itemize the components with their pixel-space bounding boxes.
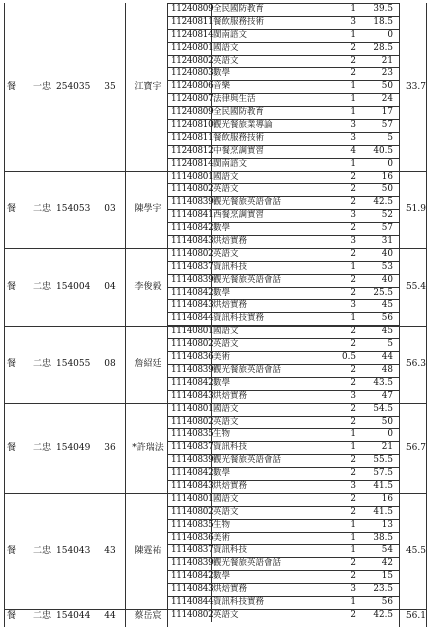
course-code: 11240806 — [171, 81, 214, 92]
course-row — [167, 312, 399, 325]
course-score: 42.5 — [373, 197, 393, 208]
course-row — [167, 416, 399, 429]
course-score: 16 — [381, 171, 393, 182]
course-subject: 閩南語文 — [213, 29, 248, 40]
course-subject: 美術 — [213, 352, 231, 363]
course-credit: 2 — [350, 248, 356, 259]
seat-number: 03 — [104, 204, 116, 215]
course-code: 11140802 — [171, 609, 214, 620]
course-row — [167, 158, 399, 171]
course-rows — [167, 3, 399, 622]
seat-number: 08 — [104, 359, 116, 370]
course-credit: 2 — [350, 455, 356, 466]
course-score: 57 — [381, 120, 393, 131]
course-score: 50 — [381, 416, 393, 427]
course-credit: 3 — [350, 16, 356, 27]
course-credit: 4 — [350, 145, 356, 156]
average-score: 56.3 — [405, 359, 426, 370]
course-credit: 3 — [350, 390, 356, 401]
average-score: 45.5 — [405, 546, 426, 557]
average-score: 56.7 — [405, 443, 426, 454]
course-credit: 1 — [350, 313, 356, 324]
course-credit: 1 — [350, 261, 356, 272]
course-subject: 全民國防教育 — [213, 4, 265, 14]
department-label: 餐 — [7, 610, 17, 621]
course-subject: 觀光餐旅英語會話 — [213, 364, 282, 375]
seat-number: 36 — [104, 443, 116, 454]
course-score: 52 — [381, 210, 393, 221]
course-score: 53 — [381, 261, 393, 272]
course-credit: 2 — [350, 558, 356, 569]
course-subject: 資訊科技實務 — [213, 596, 265, 607]
course-code: 11140837 — [171, 442, 214, 453]
course-code: 11240809 — [171, 4, 214, 14]
course-credit: 1 — [350, 545, 356, 556]
course-code: 11240814 — [171, 29, 214, 40]
course-code: 11140801 — [171, 403, 214, 414]
course-credit: 0.5 — [342, 352, 356, 363]
course-subject: 全民國防教育 — [213, 107, 265, 118]
course-credit: 3 — [350, 210, 356, 221]
course-credit: 3 — [350, 300, 356, 311]
course-row — [167, 299, 399, 312]
group-separator — [4, 171, 427, 172]
course-row — [167, 16, 399, 29]
course-score: 16 — [381, 493, 393, 504]
course-row — [167, 119, 399, 132]
course-row — [167, 29, 399, 42]
student-id: 254035 — [56, 81, 91, 92]
student-name: 江寶宇 — [134, 81, 162, 92]
department-label: 餐 — [7, 281, 17, 292]
course-credit: 2 — [350, 55, 356, 66]
group-separator — [4, 403, 427, 404]
group-separator — [4, 326, 427, 327]
course-score: 0 — [387, 29, 393, 40]
course-row — [167, 106, 399, 119]
course-credit: 2 — [350, 287, 356, 298]
student-id: 154004 — [56, 281, 91, 292]
student-id: 154055 — [56, 359, 91, 370]
course-credit: 1 — [350, 81, 356, 92]
course-credit: 2 — [350, 274, 356, 285]
course-score: 41.5 — [373, 506, 393, 517]
course-subject: 英語文 — [213, 184, 239, 195]
course-credit: 2 — [350, 223, 356, 234]
course-score: 45 — [381, 300, 393, 311]
course-row — [167, 3, 399, 16]
class-label: 二忠 — [33, 546, 52, 557]
course-credit: 1 — [350, 442, 356, 453]
course-row — [167, 480, 399, 493]
course-score: 42.5 — [373, 609, 393, 620]
department-label: 餐 — [7, 81, 17, 92]
course-credit: 2 — [350, 416, 356, 427]
course-score: 56 — [381, 596, 393, 607]
course-credit: 2 — [350, 493, 356, 504]
course-credit: 1 — [350, 519, 356, 530]
student-record — [4, 545, 427, 557]
course-code: 11240812 — [171, 145, 214, 156]
course-subject: 烘焙實務 — [213, 300, 248, 311]
course-code: 11140839 — [171, 455, 214, 466]
course-code: 11240810 — [171, 120, 214, 131]
student-name: 陳學宇 — [134, 204, 162, 215]
course-score: 54.5 — [373, 403, 393, 414]
course-score: 40 — [381, 248, 393, 259]
course-credit: 3 — [350, 584, 356, 595]
course-subject: 餐飲服務技術 — [213, 16, 265, 27]
course-score: 40.5 — [373, 145, 393, 156]
department-label: 餐 — [7, 204, 17, 215]
course-score: 39.5 — [373, 4, 393, 14]
department-label: 餐 — [7, 546, 17, 557]
course-subject: 觀光餐旅英語會話 — [213, 455, 282, 466]
course-subject: 國語文 — [213, 493, 239, 504]
course-code: 11140835 — [171, 519, 214, 530]
course-score: 50 — [381, 81, 393, 92]
course-subject: 數學 — [213, 287, 231, 298]
course-code: 11240803 — [171, 68, 214, 79]
course-row — [167, 235, 399, 248]
course-code: 11140844 — [171, 313, 214, 324]
course-code: 11140844 — [171, 596, 214, 607]
course-row — [167, 55, 399, 68]
course-credit: 2 — [350, 506, 356, 517]
course-subject: 英語文 — [213, 416, 239, 427]
course-code: 11140842 — [171, 223, 214, 234]
course-code: 11140802 — [171, 339, 214, 350]
course-score: 5 — [387, 339, 393, 350]
course-subject: 資訊科技 — [213, 545, 248, 556]
course-code: 11240807 — [171, 94, 214, 105]
course-row — [167, 519, 399, 532]
course-score: 15 — [381, 571, 393, 582]
student-id: 154053 — [56, 204, 91, 215]
course-code: 11140839 — [171, 197, 214, 208]
table-border-right — [426, 3, 427, 627]
course-score: 41.5 — [373, 480, 393, 491]
course-subject: 烘焙實務 — [213, 480, 248, 491]
student-record — [4, 281, 427, 293]
student-record — [4, 442, 427, 454]
course-score: 23 — [381, 68, 393, 79]
course-score: 0 — [387, 429, 393, 440]
course-score: 23.5 — [373, 584, 393, 595]
course-score: 57 — [381, 223, 393, 234]
course-code: 11140843 — [171, 390, 214, 401]
course-code: 11240809 — [171, 107, 214, 118]
course-score: 55.5 — [373, 455, 393, 466]
group-separator — [4, 609, 427, 610]
course-credit: 2 — [350, 184, 356, 195]
course-score: 54 — [381, 545, 393, 556]
course-score: 44 — [381, 352, 393, 363]
group-separator — [4, 493, 427, 494]
course-subject: 中餐烹調實習 — [213, 145, 265, 156]
course-score: 47 — [381, 390, 393, 401]
course-code: 11140842 — [171, 468, 214, 479]
student-id: 154049 — [56, 443, 91, 454]
course-credit: 1 — [350, 94, 356, 105]
course-subject: 觀光餐旅業導論 — [213, 120, 273, 131]
course-credit: 1 — [350, 107, 356, 118]
student-record — [4, 81, 427, 93]
course-subject: 國語文 — [213, 403, 239, 414]
course-code: 11140836 — [171, 352, 214, 363]
class-label: 一忠 — [33, 81, 52, 92]
course-score: 50 — [381, 184, 393, 195]
course-credit: 2 — [350, 364, 356, 375]
course-subject: 資訊科技實務 — [213, 313, 265, 324]
table-border-left — [4, 3, 5, 627]
course-subject: 數學 — [213, 571, 231, 582]
class-label: 二忠 — [33, 281, 52, 292]
course-code: 11140841 — [171, 210, 214, 221]
course-score: 43.5 — [373, 377, 393, 388]
course-score: 18.5 — [373, 16, 393, 27]
course-subject: 觀光餐旅英語會話 — [213, 558, 282, 569]
course-credit: 1 — [350, 29, 356, 40]
student-name: 陳霆祐 — [134, 546, 162, 557]
course-credit: 2 — [350, 197, 356, 208]
student-name: 詹紹廷 — [134, 359, 162, 370]
course-score: 48 — [381, 364, 393, 375]
course-credit: 3 — [350, 120, 356, 131]
course-credit: 2 — [350, 171, 356, 182]
course-code: 11140836 — [171, 532, 214, 543]
course-credit: 1 — [350, 596, 356, 607]
course-code: 11140801 — [171, 326, 214, 337]
course-row — [167, 93, 399, 106]
course-credit: 1 — [350, 429, 356, 440]
student-id: 154043 — [56, 546, 91, 557]
course-subject: 音樂 — [213, 81, 231, 92]
course-row — [167, 42, 399, 55]
average-score: 33.7 — [405, 81, 426, 92]
course-row — [167, 403, 399, 416]
course-code: 11140801 — [171, 493, 214, 504]
course-row — [167, 467, 399, 480]
course-score: 5 — [387, 132, 393, 143]
course-row — [167, 390, 399, 403]
course-row — [167, 325, 399, 338]
course-score: 24 — [381, 94, 393, 105]
course-subject: 閩南語文 — [213, 158, 248, 169]
course-subject: 生物 — [213, 429, 231, 440]
course-score: 17 — [381, 107, 393, 118]
course-code: 11140843 — [171, 584, 214, 595]
class-label: 二忠 — [33, 204, 52, 215]
course-row — [167, 222, 399, 235]
course-credit: 2 — [350, 403, 356, 414]
course-subject: 資訊科技 — [213, 261, 248, 272]
course-code: 11240811 — [171, 16, 214, 27]
department-label: 餐 — [7, 359, 17, 370]
course-code: 11140802 — [171, 248, 214, 259]
course-row — [167, 338, 399, 351]
course-score: 45 — [381, 326, 393, 337]
course-subject: 國語文 — [213, 326, 239, 337]
student-id: 154044 — [56, 610, 91, 621]
course-row — [167, 532, 399, 545]
course-score: 38.5 — [373, 532, 393, 543]
student-record — [4, 610, 427, 622]
course-code: 11240814 — [171, 158, 214, 169]
student-record — [4, 203, 427, 215]
course-row — [167, 183, 399, 196]
course-row — [167, 171, 399, 184]
course-code: 11140843 — [171, 480, 214, 491]
course-code: 11140839 — [171, 274, 214, 285]
seat-number: 43 — [104, 546, 116, 557]
course-code: 11140835 — [171, 429, 214, 440]
course-row — [167, 132, 399, 145]
course-subject: 烘焙實務 — [213, 584, 248, 595]
course-code: 11140839 — [171, 558, 214, 569]
course-score: 40 — [381, 274, 393, 285]
course-row — [167, 454, 399, 467]
column-divider — [399, 3, 400, 627]
course-subject: 西餐烹調實習 — [213, 210, 265, 221]
course-subject: 生物 — [213, 519, 231, 530]
course-subject: 英語文 — [213, 339, 239, 350]
course-subject: 數學 — [213, 223, 231, 234]
student-name: 李俊毅 — [134, 281, 162, 292]
course-row — [167, 583, 399, 596]
course-code: 11140843 — [171, 300, 214, 311]
course-row — [167, 248, 399, 261]
course-code: 11140842 — [171, 571, 214, 582]
course-score: 21 — [381, 55, 393, 66]
course-code: 11140801 — [171, 171, 214, 182]
average-score: 55.4 — [405, 281, 426, 292]
course-code: 11140842 — [171, 287, 214, 298]
course-credit: 3 — [350, 132, 356, 143]
course-score: 42 — [381, 558, 393, 569]
course-subject: 烘焙實務 — [213, 236, 248, 247]
course-credit: 1 — [350, 4, 356, 14]
course-subject: 英語文 — [213, 609, 239, 620]
group-separator — [4, 248, 427, 249]
course-subject: 國語文 — [213, 42, 239, 53]
course-code: 11140802 — [171, 506, 214, 517]
department-label: 餐 — [7, 443, 17, 454]
student-record — [4, 358, 427, 370]
course-code: 11140837 — [171, 545, 214, 556]
course-subject: 觀光餐旅英語會話 — [213, 274, 282, 285]
course-row — [167, 506, 399, 519]
course-subject: 美術 — [213, 532, 231, 543]
seat-number: 04 — [104, 281, 116, 292]
course-credit: 2 — [350, 42, 356, 53]
course-row — [167, 377, 399, 390]
course-code: 11240811 — [171, 132, 214, 143]
course-row — [167, 261, 399, 274]
course-subject: 餐飲服務技術 — [213, 132, 265, 143]
seat-number: 44 — [104, 610, 116, 621]
course-score: 57.5 — [373, 468, 393, 479]
course-subject: 烘焙實務 — [213, 390, 248, 401]
course-row — [167, 557, 399, 570]
course-score: 0 — [387, 158, 393, 169]
student-name: 蔡岳宸 — [134, 610, 162, 621]
course-subject: 國語文 — [213, 171, 239, 182]
course-subject: 數學 — [213, 468, 231, 479]
course-credit: 1 — [350, 158, 356, 169]
course-row — [167, 428, 399, 441]
course-credit: 2 — [350, 339, 356, 350]
course-row — [167, 493, 399, 506]
column-divider — [125, 3, 126, 627]
course-code: 11140837 — [171, 261, 214, 272]
course-score: 25.5 — [373, 287, 393, 298]
course-credit: 2 — [350, 468, 356, 479]
course-credit: 2 — [350, 68, 356, 79]
average-score: 56.1 — [405, 610, 426, 621]
course-subject: 資訊科技 — [213, 442, 248, 453]
course-score: 21 — [381, 442, 393, 453]
class-label: 二忠 — [33, 443, 52, 454]
course-subject: 觀光餐旅英語會話 — [213, 197, 282, 208]
course-row — [167, 67, 399, 80]
course-score: 31 — [381, 236, 393, 247]
course-code: 11140843 — [171, 236, 214, 247]
course-subject: 法律與生活 — [213, 94, 256, 105]
average-score: 51.9 — [405, 204, 426, 215]
course-subject: 數學 — [213, 377, 231, 388]
course-credit: 3 — [350, 236, 356, 247]
course-credit: 2 — [350, 609, 356, 620]
class-label: 二忠 — [33, 359, 52, 370]
course-code: 11240802 — [171, 55, 214, 66]
course-code: 11140802 — [171, 184, 214, 195]
course-credit: 3 — [350, 480, 356, 491]
course-score: 13 — [381, 519, 393, 530]
course-row — [167, 596, 399, 609]
course-credit: 2 — [350, 377, 356, 388]
course-score: 56 — [381, 313, 393, 324]
course-code: 11240801 — [171, 42, 214, 53]
seat-number: 35 — [104, 81, 116, 92]
course-subject: 數學 — [213, 68, 231, 79]
course-credit: 2 — [350, 571, 356, 582]
course-subject: 英語文 — [213, 506, 239, 517]
course-subject: 英語文 — [213, 248, 239, 259]
course-code: 11140839 — [171, 364, 214, 375]
course-row — [167, 145, 399, 158]
course-row — [167, 570, 399, 583]
class-label: 二忠 — [33, 610, 52, 621]
course-credit: 2 — [350, 326, 356, 337]
course-score: 28.5 — [373, 42, 393, 53]
course-code: 11140842 — [171, 377, 214, 388]
course-code: 11140802 — [171, 416, 214, 427]
grade-table — [4, 3, 427, 627]
student-name: *許瑞法 — [132, 443, 164, 454]
course-credit: 1 — [350, 532, 356, 543]
course-subject: 英語文 — [213, 55, 239, 66]
